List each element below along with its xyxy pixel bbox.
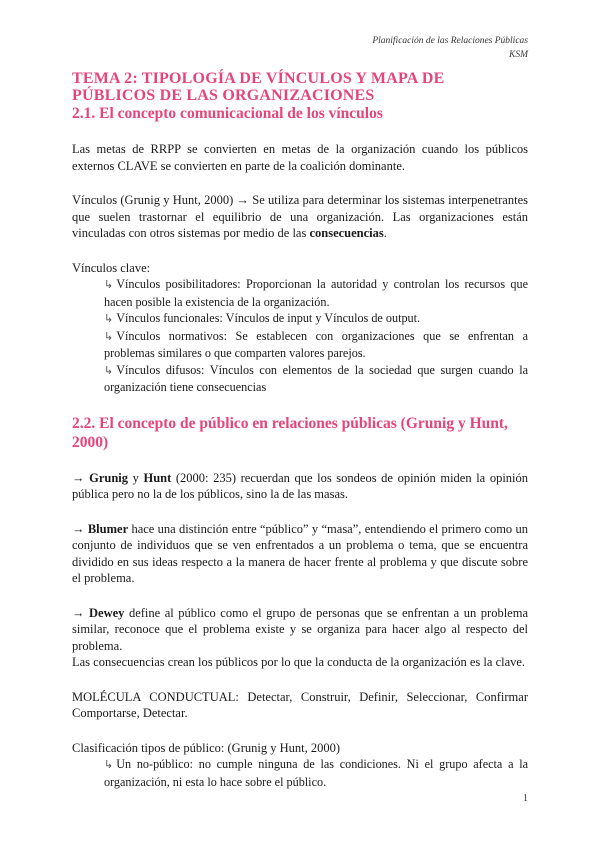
page-number: 1 xyxy=(523,793,528,804)
arrow-icon: → xyxy=(72,521,88,536)
arrow-icon: → xyxy=(72,470,90,485)
list-item-text: Vínculos funcionales: Vínculos de input y Vínculos de output. xyxy=(116,311,421,325)
list-item-text: Vínculos posibilitadores: Proporcionan la autoridad y controlan los recursos que hacen posible la existencia de la organización. xyxy=(104,277,528,309)
list-item xyxy=(104,310,528,328)
arrow-icon: → xyxy=(72,605,90,620)
period: . xyxy=(383,226,387,240)
vinculos-list xyxy=(72,276,528,396)
vinculos-text: Vínculos (Grunig y Hunt, 2000) → Se utiliza para determinar los sistemas interpenetrantes que suelen trastornar el equilibrio de una organización. Las organizaciones están vinculadas con otros sistemas por medio de las xyxy=(72,193,528,240)
author-blumer: Blumer xyxy=(87,521,129,536)
subarrow-icon: ↳ xyxy=(104,330,114,343)
consecuencias-bold: consecuencias xyxy=(309,226,384,240)
list-item-text: Vínculos difusos: Vínculos con elementos de la sociedad que surgen cuando la organización tiene consecuencias xyxy=(104,362,528,394)
chapter-title: TEMA 2: TIPOLOGÍA DE VÍNCULOS Y MAPA DE PÚBLICOS DE LAS ORGANIZACIONES xyxy=(72,70,445,104)
paragraph-vinculos xyxy=(72,192,528,242)
vinculos-clave-label: Vínculos clave: xyxy=(72,260,151,275)
subarrow-icon: ↳ xyxy=(104,364,114,377)
list-item xyxy=(104,756,528,790)
subarrow-icon: ↳ xyxy=(104,759,114,771)
author-dewey: Dewey xyxy=(89,605,125,620)
subarrow-icon: ↳ xyxy=(104,313,114,325)
list-item-text: Un no-público: no cumple ninguna de las condiciones. Ni el grupo afecta a la organización, ni esta lo hace sobre el público. xyxy=(104,757,528,789)
list-item xyxy=(104,362,528,396)
dewey-text: define al público como el grupo de personas que se enfrentan a un problema similar, reconoce que el problema existe y se organiza para hacer algo al respecto del problema. xyxy=(72,605,528,653)
publicos-list xyxy=(72,756,528,790)
section-heading-2-1: 2.1. El concepto comunicacional de los vínculos xyxy=(72,105,383,122)
list-item xyxy=(104,328,528,362)
author-hunt: Hunt xyxy=(143,470,172,485)
clasificacion-label: Clasificación tipos de público: (Grunig y Hunt, 2000) xyxy=(72,740,341,755)
list-item xyxy=(104,276,528,310)
page-header xyxy=(372,34,528,62)
header-course-title: Planificación de las Relaciones Públicas xyxy=(372,36,528,46)
paragraph-molecula: MOLÉCULA CONDUCTUAL: Detectar, Construir, Definir, Seleccionar, Confirmar Comportarse, Detectar. xyxy=(72,689,528,720)
blumer-text: hace una distinción entre “público” y “masa”, entendiendo el primero como un conjunto de individuos que se ven enfrentados a un problema o tema, que se encuentra dividido en sus ideas respecto a la manera de hacer frente al problema y que discute sobre el problema. xyxy=(72,521,529,585)
grunig-text: (2000: 235) recuerdan que los sondeos de opinión miden la opinión pública pero no la de los públicos, sino la de las masas. xyxy=(72,470,529,501)
list-item-text: Vínculos normativos: Se establecen con organizaciones que se enfrentan a problemas similares o que comparten valores parejos. xyxy=(104,328,528,360)
paragraph-consecuencias: Las consecuencias crean los públicos por lo que la conducta de la organización es la clave. xyxy=(72,655,526,669)
page-content xyxy=(72,70,528,790)
paragraph-blumer xyxy=(72,521,528,587)
paragraph-metas-rrpp: Las metas de RRPP se convierten en metas de la organización cuando los públicos externos CLAVE se convierten en parte de la coalición dominante. xyxy=(72,142,528,173)
subarrow-icon: ↳ xyxy=(104,279,114,291)
paragraph-dewey xyxy=(72,605,528,655)
section-heading-2-2: 2.2. El concepto de público en relaciones públicas (Grunig y Hunt, 2000) xyxy=(72,414,508,451)
header-initials: KSM xyxy=(509,50,528,60)
conjunction: y xyxy=(128,470,144,485)
author-grunig: Grunig xyxy=(89,470,129,485)
paragraph-grunig xyxy=(72,470,528,503)
